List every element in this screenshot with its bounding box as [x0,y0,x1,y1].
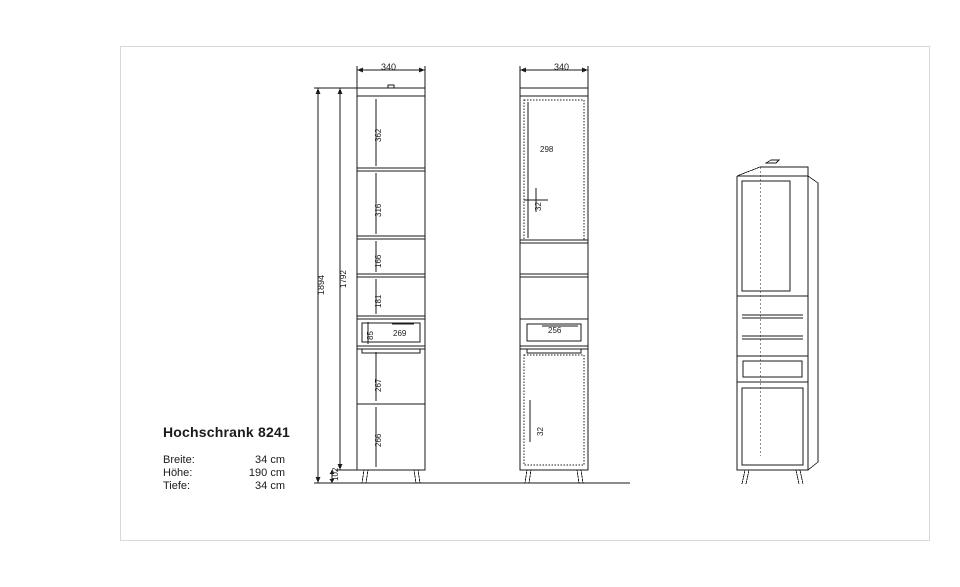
side-legs [525,470,583,483]
spec-row-height [163,467,393,480]
side-drawer [520,319,588,353]
side-upper-section [520,100,588,277]
dim-overall-height: 1894 [316,274,326,295]
dim-side-drawer-depth: 256 [548,326,562,335]
front-elevation-outline [357,85,425,470]
spec-label-width: Breite: [163,454,195,466]
spec-value-width: 34 cm [255,454,285,466]
dim-drawer-width-front: 269 [393,329,407,338]
front-internal-dimensions [368,99,414,467]
dim-shelf-2: 316 [374,203,383,217]
spec-value-height: 190 cm [248,467,285,479]
front-shelves [357,168,425,319]
spec-row-depth [163,480,393,493]
perspective-view [737,160,818,484]
dim-lower-2: 266 [374,433,383,447]
spec-value-depth: 34 cm [255,480,285,492]
dim-side-width: 340 [554,62,570,72]
dim-shelf-3: 166 [374,254,383,268]
spec-label-depth: Tiefe: [163,480,191,492]
dim-side-upper-offset: 32 [534,202,543,211]
dim-shelf-1: 362 [374,128,383,142]
product-title: Hochschrank 8241 [163,424,290,440]
title-block [163,424,393,493]
dim-front-width: 340 [381,62,397,72]
spec-label-height: Höhe: [163,467,193,479]
dim-leg-height: 102 [331,467,340,481]
spec-row-width [163,454,393,467]
dim-side-lower-offset: 32 [536,427,545,436]
dim-shelf-4: 181 [374,294,383,308]
dim-lower-1: 267 [374,378,383,392]
dim-side-upper-inner: 298 [540,145,554,154]
dim-body-height: 1792 [339,270,348,288]
dim-drawer-front-height: 85 [366,331,375,340]
